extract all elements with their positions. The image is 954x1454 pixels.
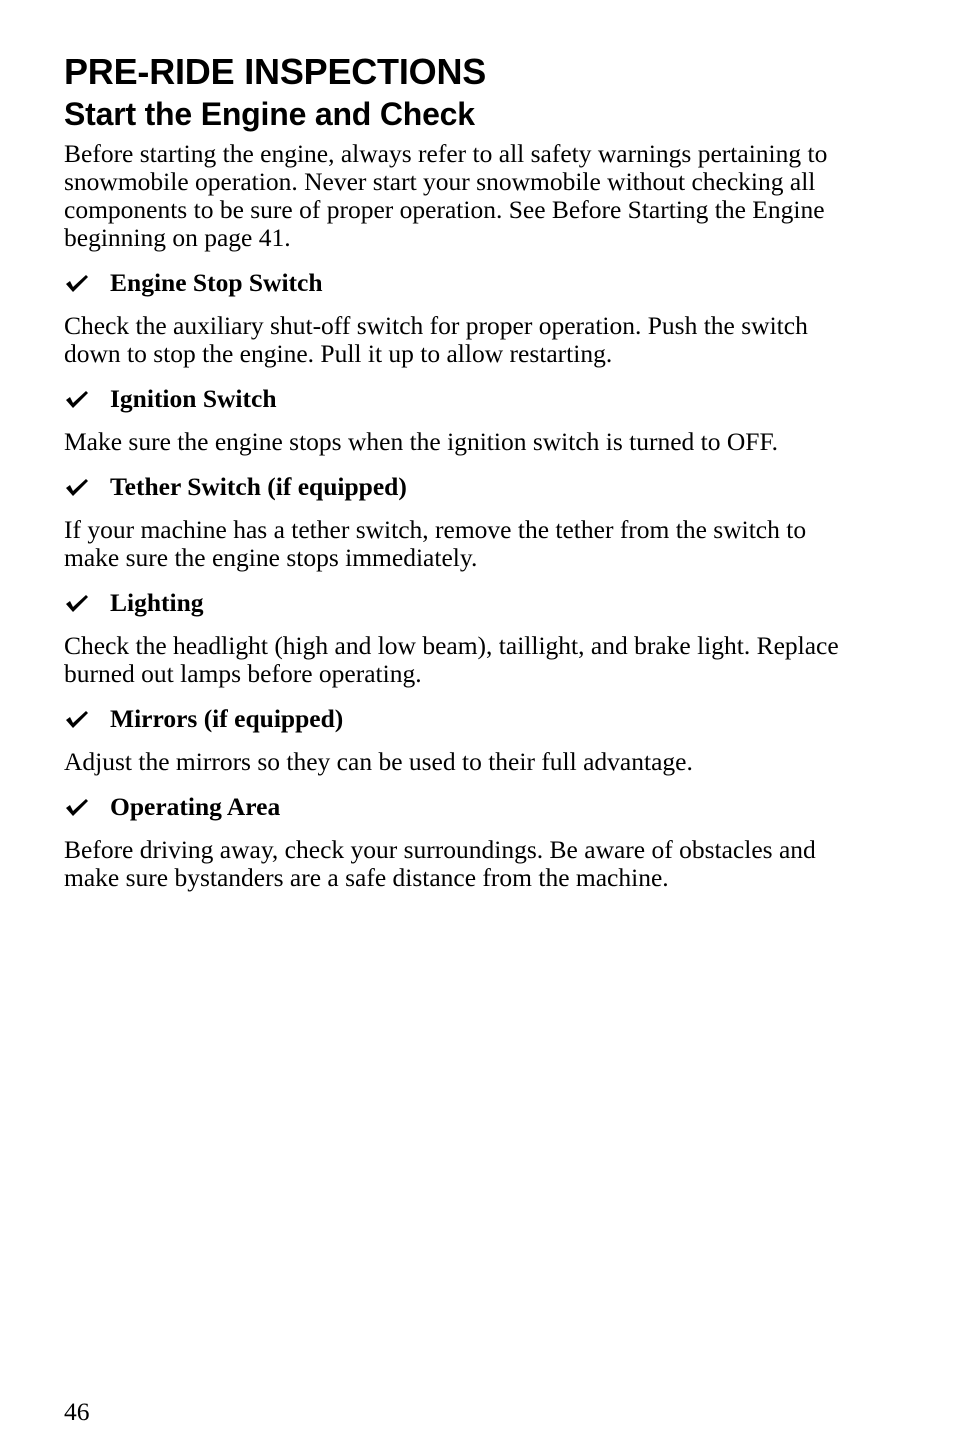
page-number: 46 — [64, 1397, 90, 1426]
checkmark-icon — [64, 795, 110, 819]
page-content — [64, 52, 864, 906]
checklist-item-text: If your machine has a tether switch, remove the tether from the switch to make sure the engine stops immediately. — [64, 515, 807, 572]
checklist-item-heading — [64, 470, 864, 504]
checkmark-icon — [64, 387, 110, 411]
checklist-item-text: Check the auxiliary shut-off switch for proper operation. Push the switch down to stop the engine. Pull it up to allow restarting. — [64, 311, 808, 368]
checklist-item — [64, 702, 864, 776]
checkmark-icon — [64, 475, 110, 499]
checklist-item-title: Ignition Switch — [110, 384, 277, 413]
checklist-item — [64, 586, 864, 688]
checklist-item-text: Check the headlight (high and low beam), taillight, and brake light. Replace burned out lamps before operating. — [64, 631, 839, 688]
checklist-item-heading — [64, 702, 864, 736]
checklist-item-title: Lighting — [110, 588, 204, 617]
section-subtitle: Start the Engine and Check — [64, 96, 475, 132]
checklist-item-title: Operating Area — [110, 792, 281, 821]
checklist-item — [64, 470, 864, 572]
checklist-item-title: Mirrors (if equipped) — [110, 704, 344, 733]
checklist-item — [64, 266, 864, 368]
checklist-item-heading — [64, 790, 864, 824]
intro-paragraph: Before starting the engine, always refer to all safety warnings pertaining to snowmobile operation. Never start your snowmobile without checking all components to be sure of proper operation. See Before Starting the Engine beginning on page 41. — [64, 139, 828, 252]
checklist-item — [64, 790, 864, 892]
checklist-item-text: Make sure the engine stops when the ignition switch is turned to OFF. — [64, 427, 778, 456]
checklist-item-title: Tether Switch (if equipped) — [110, 472, 407, 501]
page-title: PRE-RIDE INSPECTIONS — [64, 51, 487, 92]
checklist-item-text: Before driving away, check your surroundings. Be aware of obstacles and make sure bystanders are a safe distance from the machine. — [64, 835, 816, 892]
checklist — [64, 266, 864, 892]
checkmark-icon — [64, 591, 110, 615]
checklist-item-heading — [64, 586, 864, 620]
checklist-item-text: Adjust the mirrors so they can be used to their full advantage. — [64, 747, 693, 776]
checklist-item — [64, 382, 864, 456]
checklist-item-heading — [64, 382, 864, 416]
checkmark-icon — [64, 271, 110, 295]
checklist-item-heading — [64, 266, 864, 300]
checkmark-icon — [64, 707, 110, 731]
checklist-item-title: Engine Stop Switch — [110, 268, 323, 297]
